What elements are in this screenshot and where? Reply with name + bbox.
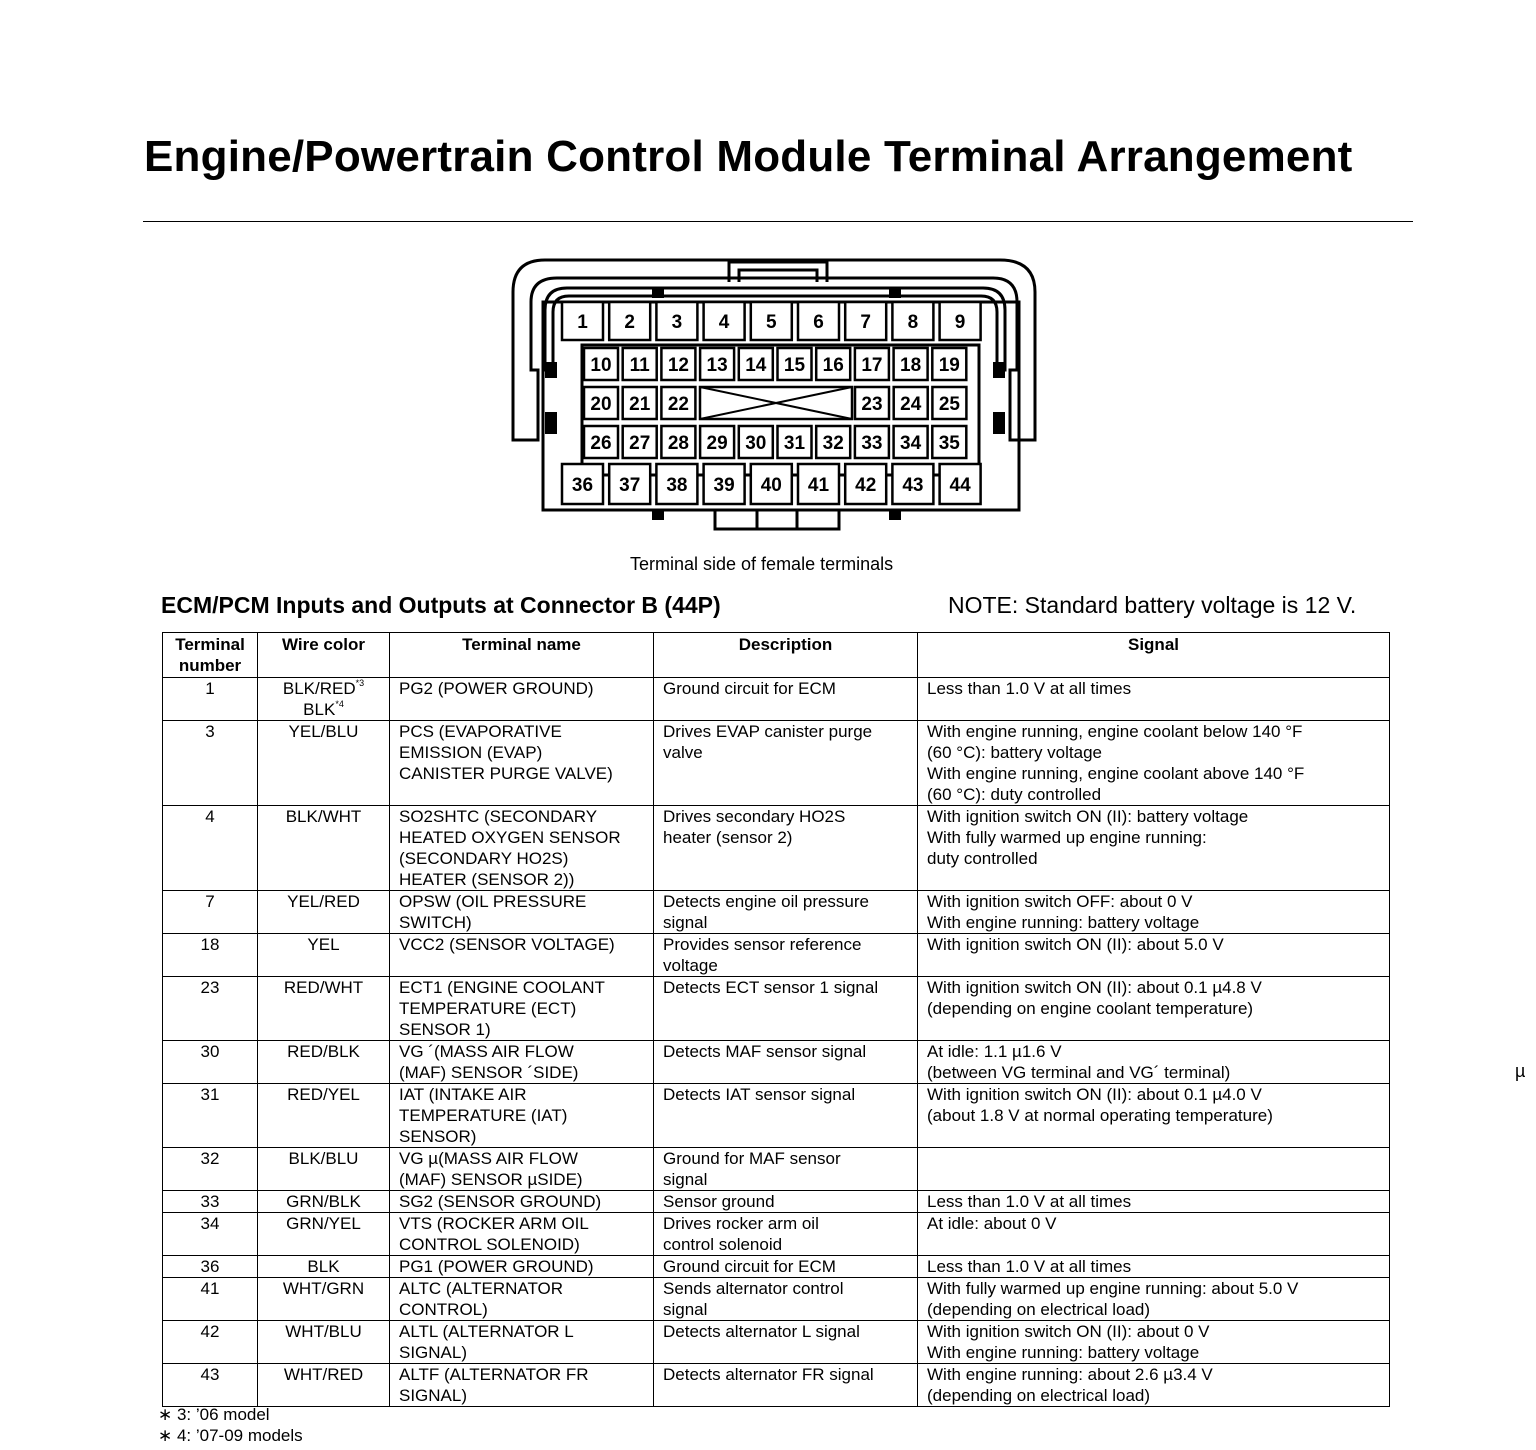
signal-cell [918,1256,1390,1278]
terminal-number-cell-text: 42 [200,1322,220,1341]
signal-cell [918,1364,1390,1407]
terminal-number: 6 [813,312,824,333]
terminal-number-cell [163,678,258,721]
description-cell-text: Sends alternator control signal [663,1279,844,1319]
page-title: Engine/Powertrain Control Module Terminal Arrangement [144,132,1353,181]
terminal-number: 29 [706,433,728,454]
table-row [163,1213,1390,1256]
wire-color-cell [258,721,390,806]
header-terminal-number: Terminal number [163,633,258,678]
terminal-name-cell [390,806,654,891]
terminal-number-cell-text: 43 [200,1365,220,1384]
signal-cell-text: With engine running: about 2.6 µ3.4 V (depending on electrical load) [927,1365,1213,1405]
description-cell-text: Detects alternator L signal [663,1322,860,1341]
wire-color-cell [258,1041,390,1084]
signal-cell-text: With ignition switch ON (II): about 5.0 V [927,935,1224,954]
wire-color-cell [258,1191,390,1213]
signal-cell-text: With ignition switch ON (II): about 0 V With engine running: battery voltage [927,1322,1210,1362]
terminal-number: 10 [590,355,612,376]
terminal-number: 4 [718,312,730,333]
table-header-row [163,633,1390,678]
description-cell [654,1041,918,1084]
terminal-number: 24 [900,394,922,415]
table-row [163,1256,1390,1278]
terminal-name-cell-text: PCS (EVAPORATIVE EMISSION (EVAP) CANISTER PURGE VALVE) [399,722,613,783]
terminal-name-cell-text: IAT (INTAKE AIR TEMPERATURE (IAT) SENSOR) [399,1085,568,1146]
terminal-name-cell-text: VCC2 (SENSOR VOLTAGE) [399,935,615,954]
terminal-name-cell-text: ALTF (ALTERNATOR FR SIGNAL) [399,1365,589,1405]
terminal-name-cell [390,1191,654,1213]
signal-cell-text: With ignition switch ON (II): battery voltage With fully warmed up engine running: duty controlled [927,807,1249,868]
terminal-number: 26 [590,433,612,454]
wire-color-cell [258,678,390,721]
terminal-number: 30 [745,433,767,454]
table-row [163,678,1390,721]
signal-cell [918,977,1390,1041]
terminal-number-cell [163,1041,258,1084]
table-row [163,806,1390,891]
signal-cell-text: With ignition switch OFF: about 0 V With engine running: battery voltage [927,892,1200,932]
signal-cell [918,891,1390,934]
table-row [163,721,1390,806]
title-divider [143,221,1413,222]
terminal-number-cell-text: 34 [200,1214,220,1233]
table-row [163,1278,1390,1321]
description-cell-text: Sensor ground [663,1192,775,1211]
terminal-number-cell-text: 3 [205,722,215,741]
terminal-name-cell-text: ECT1 (ENGINE COOLANT TEMPERATURE (ECT) SENSOR 1) [399,978,605,1039]
signal-cell-text: With ignition switch ON (II): about 0.1 µ4.0 V (about 1.8 V at normal operating temperature) [927,1085,1273,1125]
description-cell [654,806,918,891]
wire-color-cell-text: YEL/BLU [288,722,359,741]
terminal-name-cell [390,1084,654,1148]
wire-color-cell [258,1213,390,1256]
terminal-number: 43 [902,475,924,496]
terminal-number: 14 [745,355,767,376]
table-row [163,891,1390,934]
terminal-number-cell-text: 41 [200,1279,220,1298]
wire-color-cell-text: WHT/RED [283,1365,364,1384]
signal-cell [918,1148,1390,1191]
terminal-number: 15 [783,355,806,376]
terminal-number: 34 [900,433,922,454]
wire-color-cell-text: YEL [307,935,340,954]
terminal-number: 33 [861,433,883,454]
wire-color-cell [258,1256,390,1278]
wire-color-cell [258,1321,390,1364]
terminal-name-cell-text: ALTL (ALTERNATOR L SIGNAL) [399,1322,574,1362]
wire-color-cell-text: GRN/YEL [286,1214,361,1233]
description-cell-text: Detects ECT sensor 1 signal [663,978,879,997]
wire-color-cell [258,934,390,977]
connector-bottom-tab [715,510,839,529]
wire-color-alt: BLK [303,700,336,719]
wire-color-cell-text: WHT/GRN [282,1279,365,1298]
terminal-name-cell-text: PG2 (POWER GROUND) [399,679,594,698]
terminal-number: 21 [629,394,651,415]
wire-color-cell [258,806,390,891]
header-signal: Signal [918,633,1390,678]
table-row [163,1148,1390,1191]
description-cell-text: Detects IAT sensor signal [663,1085,856,1104]
terminal-name-cell [390,1213,654,1256]
table-row [163,1041,1390,1084]
wire-color-cell [258,1148,390,1191]
terminal-number: 44 [949,475,971,496]
description-cell-text: Drives rocker arm oil control solenoid [663,1214,819,1254]
description-cell [654,1256,918,1278]
terminal-name-cell [390,678,654,721]
terminal-number-cell [163,977,258,1041]
terminal-number: 18 [900,355,922,376]
description-cell [654,678,918,721]
description-cell [654,1213,918,1256]
signal-cell-text: At idle: 1.1 µ1.6 V (between VG terminal and VG´ terminal) [927,1042,1231,1082]
terminal-number: 28 [667,433,689,454]
wire-color-cell-text: YEL/RED [287,892,360,911]
description-cell [654,1084,918,1148]
header-description: Description [654,633,918,678]
terminal-number: 36 [571,475,594,496]
terminal-name-cell-text: SG2 (SENSOR GROUND) [399,1192,602,1211]
terminal-number: 27 [629,433,651,454]
terminal-number-cell-text: 32 [200,1149,220,1168]
terminal-number-cell [163,1321,258,1364]
terminal-number-cell [163,1213,258,1256]
description-cell [654,1321,918,1364]
signal-cell [918,934,1390,977]
footnotes [158,1404,303,1446]
description-cell [654,1191,918,1213]
description-cell-text: Ground circuit for ECM [663,679,836,698]
wire-color-cell [258,1278,390,1321]
description-cell [654,891,918,934]
terminal-number: 17 [861,355,883,376]
signal-cell [918,1191,1390,1213]
terminal-number-cell-text: 36 [200,1257,220,1276]
footnote-ref: *4 [335,699,344,709]
terminal-number-cell-text: 33 [200,1192,220,1211]
terminal-number: 8 [907,312,919,333]
description-cell [654,977,918,1041]
terminal-number: 38 [666,475,688,496]
signal-cell [918,1084,1390,1148]
wire-color-cell-text: RED/WHT [283,978,364,997]
signal-cell-text: Less than 1.0 V at all times [927,1257,1132,1276]
signal-cell [918,721,1390,806]
description-cell [654,934,918,977]
description-cell-text: Detects MAF sensor signal [663,1042,867,1061]
terminal-number: 16 [822,355,844,376]
terminal-number-cell [163,1364,258,1407]
terminal-number: 12 [667,355,689,376]
terminal-name-cell-text: VG µ(MASS AIR FLOW (MAF) SENSOR µSIDE) [399,1149,583,1189]
wire-color-cell-text: GRN/BLK [286,1192,361,1211]
terminal-number: 32 [822,433,844,454]
wire-color-cell-text: BLK/RED [282,679,356,698]
footnote: ∗ 3: ’06 model [158,1405,270,1424]
terminal-name-cell [390,1148,654,1191]
terminal-number: 42 [855,475,877,496]
terminal-number-cell [163,1191,258,1213]
description-cell [654,721,918,806]
voltage-note: NOTE: Standard battery voltage is 12 V. [948,592,1357,618]
terminal-name-cell [390,1041,654,1084]
terminal-number-cell-text: 1 [205,679,215,698]
wire-color-cell [258,977,390,1041]
terminal-number-cell [163,806,258,891]
terminal-number-cell [163,721,258,806]
signal-cell-text: Less than 1.0 V at all times [927,1192,1132,1211]
terminal-number: 11 [629,355,650,376]
signal-cell [918,1041,1390,1084]
description-cell-text: Ground for MAF sensor signal [663,1149,841,1189]
wire-color-cell-text: WHT/BLU [285,1322,362,1341]
connector-caption: Terminal side of female terminals [630,554,894,574]
header-terminal-name: Terminal name [390,633,654,678]
terminal-number: 5 [766,312,777,333]
empty-cavity-block [700,387,852,419]
footnote: ∗ 4: ’07-09 models [158,1426,303,1445]
signal-cell-text: At idle: about 0 V [927,1214,1057,1233]
description-cell-text: Detects alternator FR signal [663,1365,874,1384]
description-cell [654,1148,918,1191]
terminal-number: 25 [938,394,960,415]
footnote-ref: *3 [355,678,365,688]
wire-color-cell-text: BLK/BLU [288,1149,359,1168]
terminal-name-cell [390,1364,654,1407]
terminal-name-cell [390,1321,654,1364]
terminal-number: 19 [938,355,960,376]
terminal-number-cell-text: 4 [205,807,215,826]
wire-color-cell-text: RED/BLK [287,1042,360,1061]
table-row [163,977,1390,1041]
terminal-number-cell-text: 30 [200,1042,220,1061]
table-row [163,1084,1390,1148]
terminal-name-cell [390,721,654,806]
terminal-name-cell-text: PG1 (POWER GROUND) [399,1257,594,1276]
terminal-name-cell-text: SO2SHTC (SECONDARY HEATED OXYGEN SENSOR (SECONDARY HO2S) HEATER (SENSOR 2)) [399,807,621,889]
terminal-name-cell [390,891,654,934]
terminal-number-cell [163,1256,258,1278]
signal-cell [918,1278,1390,1321]
terminal-name-cell [390,934,654,977]
terminal-name-cell-text: VTS (ROCKER ARM OIL CONTROL SOLENOID) [399,1214,589,1254]
terminal-name-cell-text: VG ´(MASS AIR FLOW (MAF) SENSOR ´SIDE) [399,1042,579,1082]
table-row [163,1321,1390,1364]
header-wire-color: Wire color [258,633,390,678]
terminal-number: 22 [667,394,689,415]
terminal-number-cell-text: 18 [200,935,220,954]
terminal-number: 9 [954,312,966,333]
terminal-name-cell [390,1278,654,1321]
stray-mark: µ [1515,1061,1526,1081]
description-cell [654,1364,918,1407]
terminal-number: 35 [938,433,960,454]
signal-cell-text: With ignition switch ON (II): about 0.1 µ4.8 V (depending on engine coolant temperature) [927,978,1262,1018]
connector-diagram [505,250,1045,535]
terminal-name-cell [390,1256,654,1278]
terminal-cells [562,302,981,504]
signal-cell [918,678,1390,721]
terminal-number: 39 [713,475,735,496]
signal-cell-text: With engine running, engine coolant below 140 °F (60 °C): battery voltage With engine running, engine coolant above 140 °F (60 °C): duty controlled [927,722,1305,804]
signal-cell [918,1321,1390,1364]
table-row [163,1191,1390,1213]
terminal-name-cell-text: OPSW (OIL PRESSURE SWITCH) [399,892,587,932]
terminal-number-cell [163,934,258,977]
terminal-name-cell-text: ALTC (ALTERNATOR CONTROL) [399,1279,564,1319]
terminal-number: 37 [619,475,641,496]
table-body [163,678,1390,1407]
description-cell-text: Ground circuit for ECM [663,1257,836,1276]
wire-color-cell [258,1364,390,1407]
signal-cell-text: With fully warmed up engine running: about 5.0 V (depending on electrical load) [927,1279,1299,1319]
wire-color-cell-text: BLK/WHT [285,807,362,826]
description-cell-text: Drives EVAP canister purge valve [663,722,873,762]
terminal-number: 40 [760,475,782,496]
signal-cell [918,1213,1390,1256]
wire-color-cell-text: RED/YEL [287,1085,360,1104]
description-cell-text: Drives secondary HO2S heater (sensor 2) [663,807,846,847]
terminal-number-cell [163,1084,258,1148]
terminal-number: 20 [590,394,612,415]
terminal-number: 3 [671,312,683,333]
table-row [163,1364,1390,1407]
terminal-number-cell [163,891,258,934]
io-table [162,632,1390,1407]
description-cell [654,1278,918,1321]
section-title: ECM/PCM Inputs and Outputs at Connector B (44P) [161,592,721,618]
terminal-number: 1 [577,312,588,333]
wire-color-cell-text: BLK [307,1257,340,1276]
terminal-number: 7 [860,312,871,333]
terminal-number: 23 [861,394,883,415]
terminal-number: 41 [807,475,830,496]
signal-cell [918,806,1390,891]
terminal-name-cell [390,977,654,1041]
signal-cell-text: Less than 1.0 V at all times [927,679,1132,698]
terminal-number: 13 [706,355,728,376]
terminal-number-cell-text: 23 [200,978,220,997]
description-cell-text: Provides sensor reference voltage [663,935,862,975]
terminal-number-cell-text: 31 [200,1085,220,1104]
terminal-number-cell [163,1278,258,1321]
terminal-number: 2 [624,312,635,333]
description-cell-text: Detects engine oil pressure signal [663,892,870,932]
wire-color-cell [258,1084,390,1148]
terminal-number: 31 [783,433,806,454]
terminal-number-cell [163,1148,258,1191]
terminal-number-cell-text: 7 [205,892,215,911]
wire-color-cell [258,891,390,934]
table-row [163,934,1390,977]
